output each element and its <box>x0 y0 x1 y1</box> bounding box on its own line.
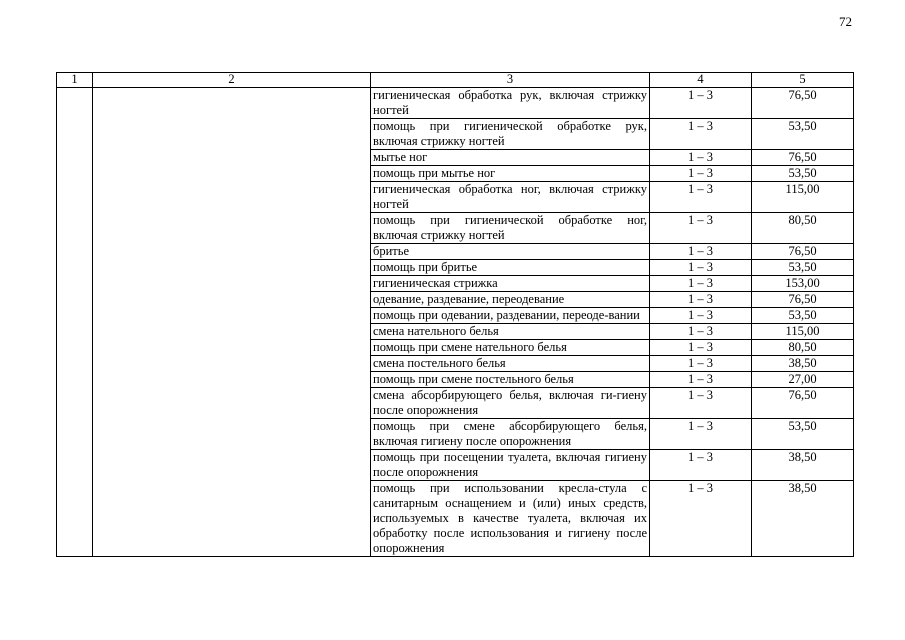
frequency-cell: 1 – 3 <box>650 372 752 388</box>
frequency-cell: 1 – 3 <box>650 308 752 324</box>
frequency-cell: 1 – 3 <box>650 166 752 182</box>
price-cell: 53,50 <box>752 260 854 276</box>
price-cell: 76,50 <box>752 88 854 119</box>
price-cell: 53,50 <box>752 308 854 324</box>
frequency-cell: 1 – 3 <box>650 419 752 450</box>
frequency-cell: 1 – 3 <box>650 182 752 213</box>
header-col-5: 5 <box>752 73 854 88</box>
service-name-cell: гигиеническая обработка ног, включая стрижку ногтей <box>371 182 650 213</box>
header-col-1: 1 <box>57 73 93 88</box>
frequency-cell: 1 – 3 <box>650 450 752 481</box>
service-name-cell: бритье <box>371 244 650 260</box>
price-cell: 153,00 <box>752 276 854 292</box>
price-cell: 76,50 <box>752 244 854 260</box>
price-cell: 38,50 <box>752 481 854 557</box>
frequency-cell: 1 – 3 <box>650 356 752 372</box>
services-table <box>56 72 854 557</box>
price-cell: 115,00 <box>752 182 854 213</box>
price-cell: 80,50 <box>752 213 854 244</box>
frequency-cell: 1 – 3 <box>650 276 752 292</box>
frequency-cell: 1 – 3 <box>650 481 752 557</box>
frequency-cell: 1 – 3 <box>650 150 752 166</box>
header-col-3: 3 <box>371 73 650 88</box>
frequency-cell: 1 – 3 <box>650 292 752 308</box>
frequency-cell: 1 – 3 <box>650 244 752 260</box>
service-name-cell: гигиеническая стрижка <box>371 276 650 292</box>
price-cell: 76,50 <box>752 388 854 419</box>
service-name-cell: смена постельного белья <box>371 356 650 372</box>
service-name-cell: помощь при мытье ног <box>371 166 650 182</box>
price-cell: 76,50 <box>752 292 854 308</box>
frequency-cell: 1 – 3 <box>650 388 752 419</box>
service-name-cell: помощь при гигиенической обработке рук, включая стрижку ногтей <box>371 119 650 150</box>
service-name-cell: помощь при использовании кресла-стула с санитарным оснащением и (или) иных средств, используемых в качестве туалета, включая их обработку после использования и гигиену после опорожнения <box>371 481 650 557</box>
frequency-cell: 1 – 3 <box>650 260 752 276</box>
price-cell: 53,50 <box>752 166 854 182</box>
header-col-2: 2 <box>93 73 371 88</box>
price-cell: 80,50 <box>752 340 854 356</box>
frequency-cell: 1 – 3 <box>650 119 752 150</box>
col-1-merged-cell <box>57 88 93 557</box>
price-cell: 76,50 <box>752 150 854 166</box>
col-2-merged-cell <box>93 88 371 557</box>
price-cell: 115,00 <box>752 324 854 340</box>
price-cell: 38,50 <box>752 356 854 372</box>
price-cell: 38,50 <box>752 450 854 481</box>
price-cell: 53,50 <box>752 419 854 450</box>
frequency-cell: 1 – 3 <box>650 340 752 356</box>
service-name-cell: смена нательного белья <box>371 324 650 340</box>
frequency-cell: 1 – 3 <box>650 88 752 119</box>
table-row <box>57 88 854 119</box>
service-name-cell: одевание, раздевание, переодевание <box>371 292 650 308</box>
service-name-cell: помощь при бритье <box>371 260 650 276</box>
service-name-cell: помощь при гигиенической обработке ног, включая стрижку ногтей <box>371 213 650 244</box>
service-name-cell: смена абсорбирующего белья, включая ги-гиену после опорожнения <box>371 388 650 419</box>
page-number: 72 <box>839 14 852 29</box>
frequency-cell: 1 – 3 <box>650 324 752 340</box>
service-name-cell: гигиеническая обработка рук, включая стрижку ногтей <box>371 88 650 119</box>
service-name-cell: помощь при посещении туалета, включая гигиену после опорожнения <box>371 450 650 481</box>
frequency-cell: 1 – 3 <box>650 213 752 244</box>
table-body <box>57 88 854 557</box>
service-name-cell: помощь при смене постельного белья <box>371 372 650 388</box>
service-name-cell: помощь при смене нательного белья <box>371 340 650 356</box>
service-name-cell: помощь при одевании, раздевании, переоде-вании <box>371 308 650 324</box>
header-col-4: 4 <box>650 73 752 88</box>
price-cell: 27,00 <box>752 372 854 388</box>
service-name-cell: мытье ног <box>371 150 650 166</box>
header-row <box>57 73 854 88</box>
service-name-cell: помощь при смене абсорбирующего белья, включая гигиену после опорожнения <box>371 419 650 450</box>
price-cell: 53,50 <box>752 119 854 150</box>
